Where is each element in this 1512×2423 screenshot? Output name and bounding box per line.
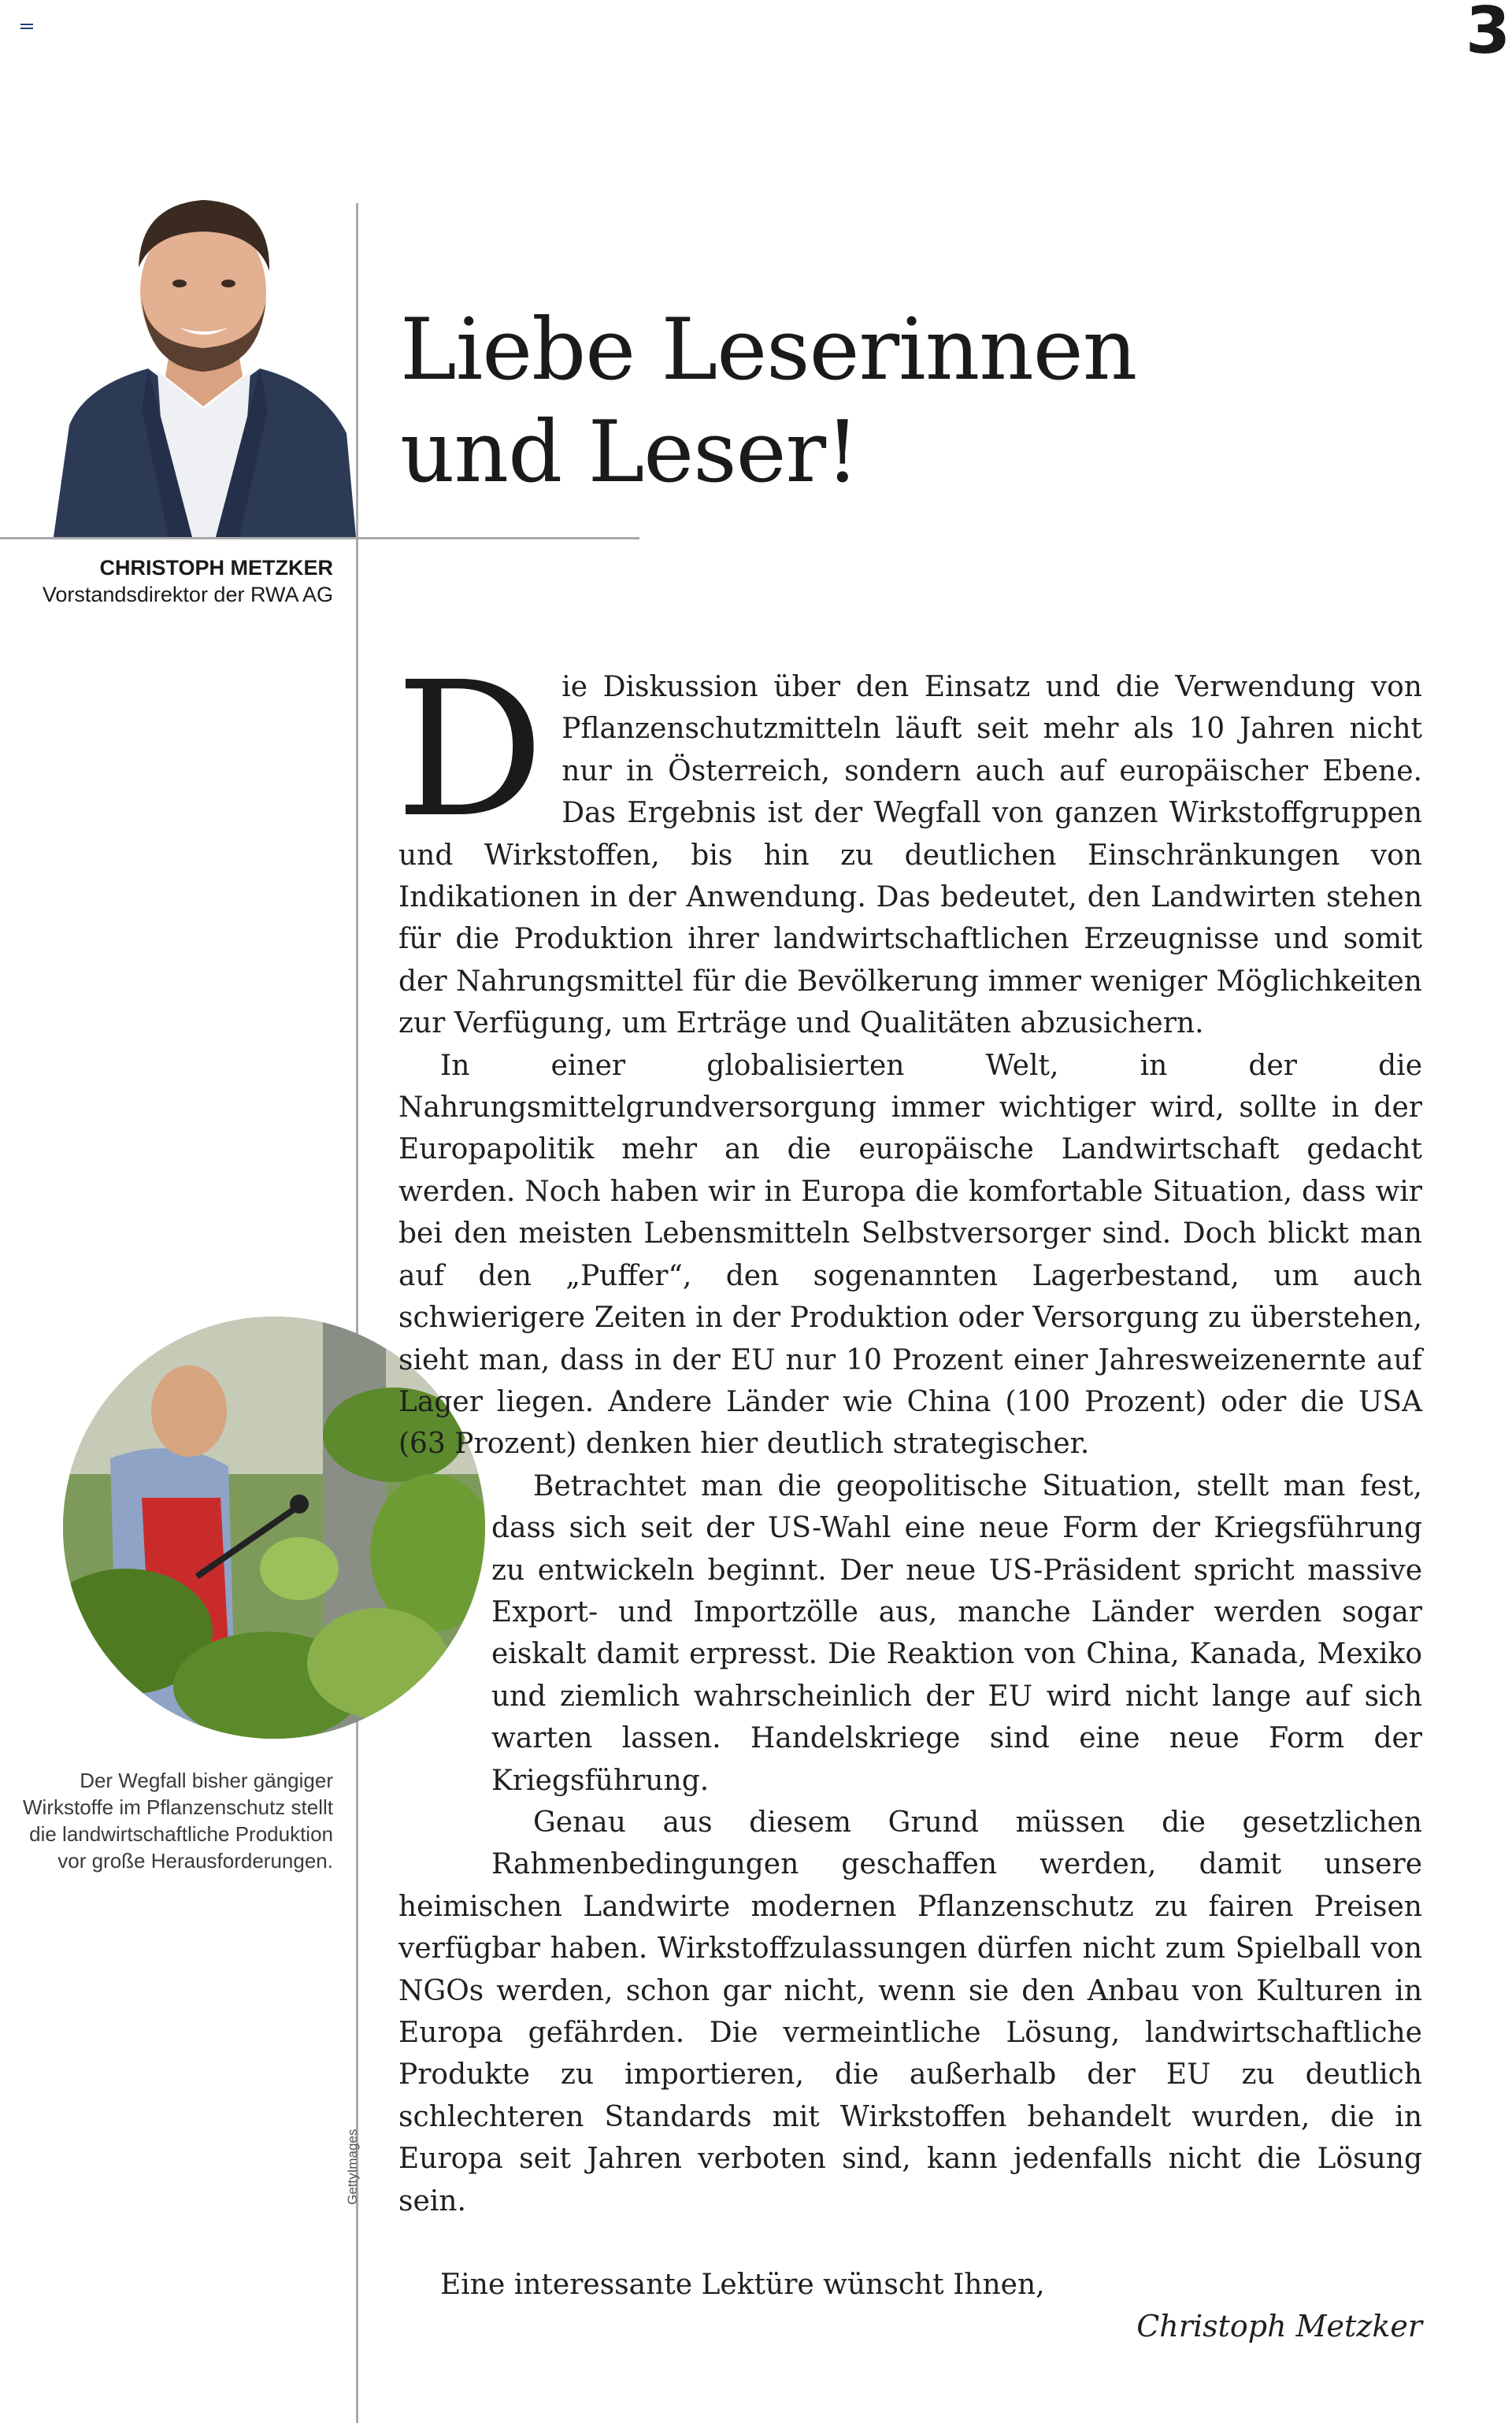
paragraph-4 [398,1802,1422,2222]
photo-credit: GettyImages [345,2128,360,2205]
article-body [395,642,1422,2348]
headline-line-2: und Leser! [400,403,859,502]
vertical-divider [356,203,358,2423]
closing-line: Eine interessante Lektüre wünscht Ihnen, [440,2269,1045,2302]
signature: Christoph Metzker [1136,2309,1422,2344]
author-name: CHRISTOPH METZKER [99,556,333,580]
paragraph-1 [395,642,1422,1045]
paragraph-4-text: Genau aus diesem Grund müssen die gesetzlichen Rahmenbedingungen geschaffen werden, damit unsere heimischen Landwirte modernen Pflanzenschutz zu fairen Preisen verfügbar haben. Wirkstoffzulassungen dürfen nicht zum Spielball von NGOs werden, schon gar nicht, wenn sie den Anbau von Kulturen in Europa gefährden. Die vermeintliche Lösung, landwirtschaftliche Produkte zu importieren, die außerhalb der EU zu deutlich schlechteren Standards mit Wirkstoffen behandelt wurden, die in Europa seit Jahren verboten sind, kann jedenfalls nicht die Lösung sein. [398,1806,1422,2217]
page-number: 3 [1465,0,1510,69]
author-role: Vorstandsdirektor der RWA AG [42,583,333,606]
horizontal-divider [0,537,639,539]
menu-icon[interactable] [20,24,33,31]
paragraph-2-text: In einer globalisierten Welt, in der die Nahrungsmittelgrundversorgung immer wichtiger wird, sollte in der Europapolitik mehr an die europäische Landwirtschaft gedacht werden. Noch haben wir in Europa die komfortable Situation, dass wir bei den meisten Lebensmitteln Selbstversorger sind. Doch blickt man auf den „Puffer“, den sogenannten Lagerbestand, um auch schwierigere Zeiten in der Produktion oder Versorgung zu überstehen, sieht man, dass in der EU nur 10 Prozent einer Jahresweizenernte auf Lager liegen. Andere Länder wie China (100 Prozent) oder die USA (63 Prozent) denken hier deutlich strategischer. [398,1049,1422,1461]
dropcap: D [395,642,545,858]
headline-line-1: Liebe Leserinnen [400,301,1137,399]
author-caption [0,554,333,608]
photo-caption: Der Wegfall bisher gängiger Wirkstoffe im Pflanzenschutz stellt die landwirtschaftliche Produktion vor große Herausforderungen. [23,1769,333,1873]
paragraph-1-text: ie Diskussion über den Einsatz und die Verwendung von Pflanzenschutzmitteln läuft seit mehr als 10 Jahren nicht nur in Österreich, sondern auch auf europäischer Ebene. Das Ergebnis ist der Wegfall von ganzen Wirkstoffgruppen und Wirkstoffen, bis hin zu deutlichen Einschränkungen von Indikationen in der Anwendung. Das bedeutet, den Landwirten stehen für die Produktion ihrer landwirtschaftlichen Erzeugnisse und somit der Nahrungsmittel für die Bevölkerung immer weniger Möglichkeiten zur Verfügung, um Erträge und Qualitäten abzusichern. [398,671,1422,1040]
headline [400,299,1136,504]
paragraph-2 [398,1045,1422,1465]
paragraph-3 [398,1465,1422,1802]
author-portrait [54,173,356,537]
text-wrap-shape [0,1465,491,1883]
paragraph-3-text: Betrachtet man die geopolitische Situation, stellt man fest, dass sich seit der US-Wahl eine neue Form der Kriegsführung zu entwickeln beginnt. Der neue US-Präsident spricht massive Export- und Importzölle aus, manche Länder werden sogar eiskalt damit erpresst. Die Reaktion von China, Kanada, Mexiko und ziemlich wahrscheinlich der EU wird nicht lange auf sich warten lassen. Handelskriege sind eine neue Form der Kriegsführung. [491,1469,1422,1797]
